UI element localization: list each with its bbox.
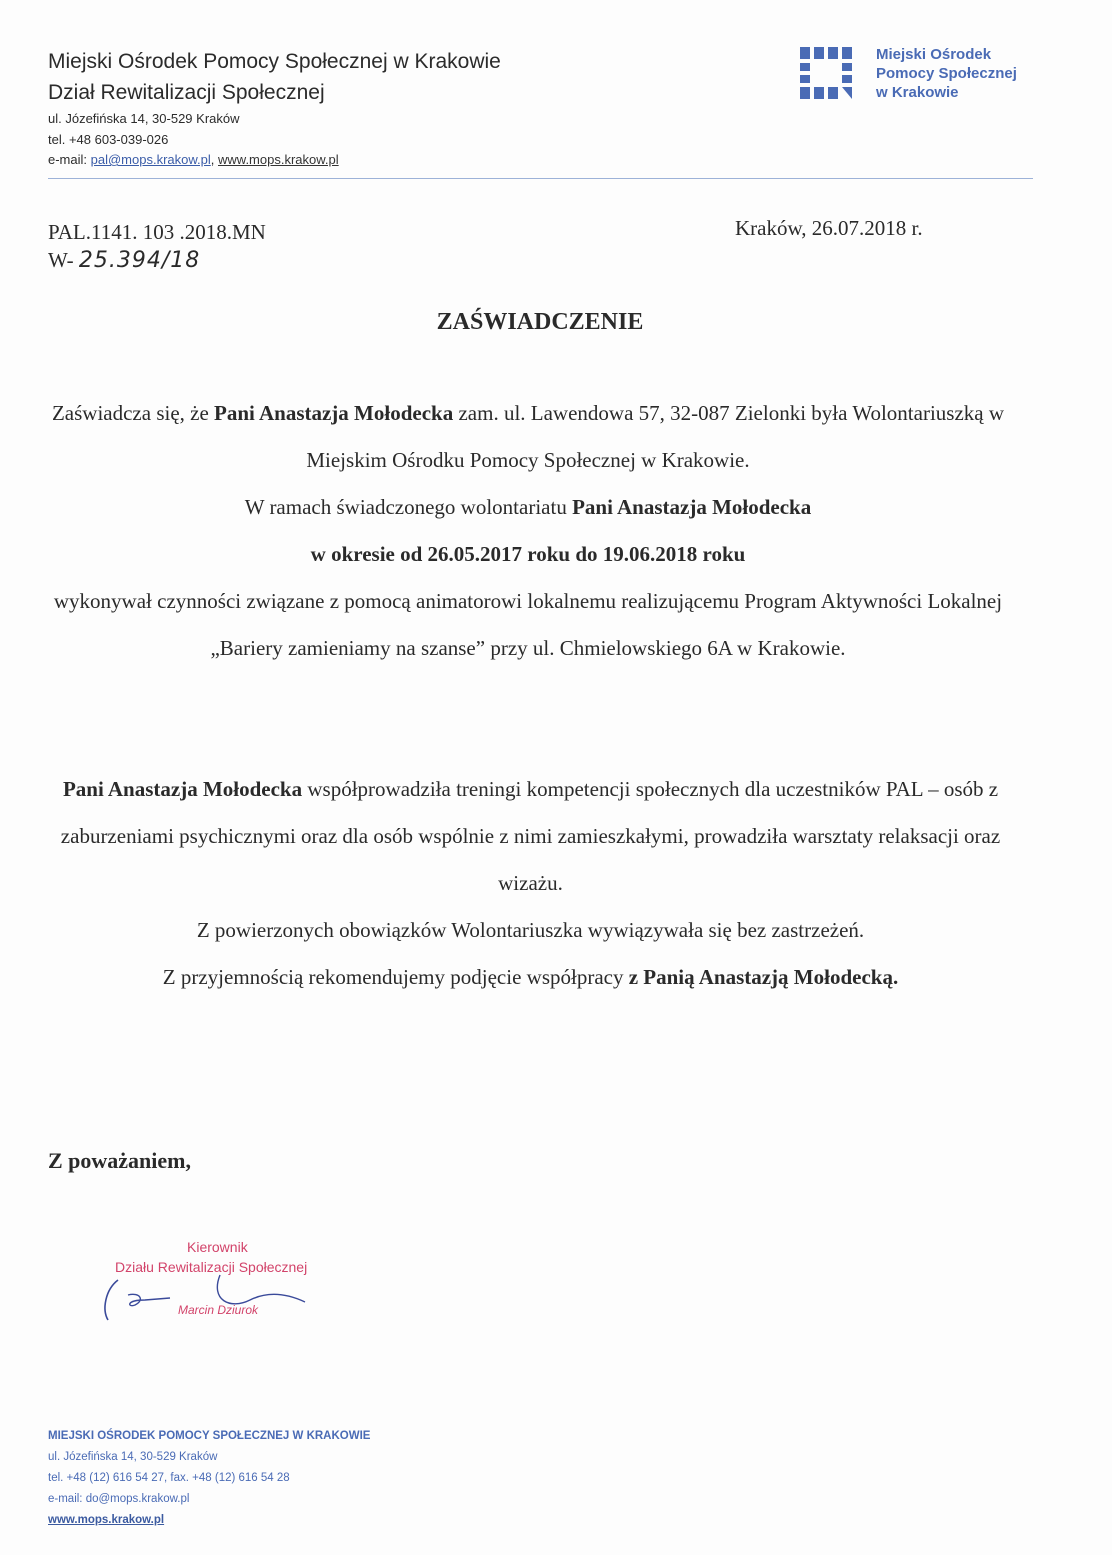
footer-org-name: MIEJSKI OŚRODEK POMOCY SPOŁECZNEJ W KRAKOWIE <box>48 1430 371 1442</box>
email-link[interactable]: pal@mops.krakow.pl <box>90 152 211 167</box>
volunteer-name: Pani Anastazja Mołodecka <box>62 777 303 801</box>
logo-line-1: Miejski Ośrodek <box>876 46 992 63</box>
mops-logo-icon <box>800 47 852 99</box>
logo-text <box>876 45 1017 102</box>
separator: , <box>210 152 218 167</box>
document-title: ZAŚWIADCZENIE <box>436 309 644 335</box>
letterhead-phone: tel. +48 603-039-026 <box>48 132 169 147</box>
volunteer-name: Pani Anastazja Mołodecka <box>214 401 454 425</box>
case-number: PAL.1141. 103 .2018.MN <box>48 220 266 244</box>
header-divider <box>48 178 1033 179</box>
letterhead-address: ul. Józefińska 14, 30-529 Kraków <box>48 111 240 126</box>
place-date: Kraków, 26.07.2018 r. <box>735 216 923 240</box>
footer <box>48 1426 370 1531</box>
footer-phone: tel. +48 (12) 616 54 27, fax. +48 (12) 616 54 28 <box>48 1472 290 1484</box>
volunteer-period: w okresie od 26.05.2017 roku do 19.06.2018 roku <box>310 542 746 566</box>
letterhead-org-name: Miejski Ośrodek Pomocy Społecznej w Krakowie <box>48 50 501 73</box>
stamp-department: Działu Rewitalizacji Społecznej <box>115 1259 308 1275</box>
text: Z powierzonych obowiązków Wolontariuszka wywiązywała się bez zastrzeżeń. <box>196 918 865 942</box>
text: współprowadziła treningi kompetencji społecznych dla uczestników PAL – osób z zaburzeniami psychicznymi oraz dla osób wspólnie z nimi zamieszkałymi, prowadziła warsztaty relaksacji oraz wizażu. <box>60 777 1001 895</box>
signatory-name: Marcin Dziurok <box>178 1303 259 1317</box>
footer-website-link[interactable]: www.mops.krakow.pl <box>48 1514 165 1526</box>
logo-line-2: Pomocy Społecznej <box>876 65 1017 82</box>
letterhead-contact <box>48 152 339 167</box>
body-paragraph-2 <box>48 766 1013 1001</box>
website-link[interactable]: www.mops.krakow.pl <box>218 152 339 167</box>
text: W ramach świadczonego wolontariatu <box>244 495 573 519</box>
footer-address: ul. Józefińska 14, 30-529 Kraków <box>48 1451 218 1463</box>
text: Zaświadcza się, że <box>51 401 215 425</box>
stamp-role: Kierownik <box>187 1239 248 1255</box>
body-paragraph-1 <box>48 390 1008 672</box>
registry-prefix: W- <box>48 248 79 272</box>
closing: Z poważaniem, <box>48 1148 191 1173</box>
letterhead-department: Dział Rewitalizacji Społecznej <box>48 81 325 104</box>
volunteer-name: z Panią Anastazją Mołodecką. <box>628 965 899 989</box>
registry-handwritten: 25.394/18 <box>78 248 201 273</box>
registry-number <box>48 248 200 273</box>
email-label: e-mail: <box>48 152 91 167</box>
text: zam. ul. Lawendowa 57, 32-087 Zielonki była Wolontariuszką w Miejskim Ośrodku Pomocy Społecznej w Krakowie. <box>306 401 1005 472</box>
volunteer-name: Pani Anastazja Mołodecka <box>572 495 812 519</box>
text: wykonywał czynności związane z pomocą animatorowi lokalnemu realizującemu Program Aktywności Lokalnej „Bariery zamieniamy na szanse” przy ul. Chmielowskiego 6A w Krakowie. <box>53 589 1003 660</box>
text: Z przyjemnością rekomendujemy podjęcie współpracy <box>162 965 629 989</box>
footer-email: e-mail: do@mops.krakow.pl <box>48 1493 190 1505</box>
logo-line-3: w Krakowie <box>876 84 959 101</box>
